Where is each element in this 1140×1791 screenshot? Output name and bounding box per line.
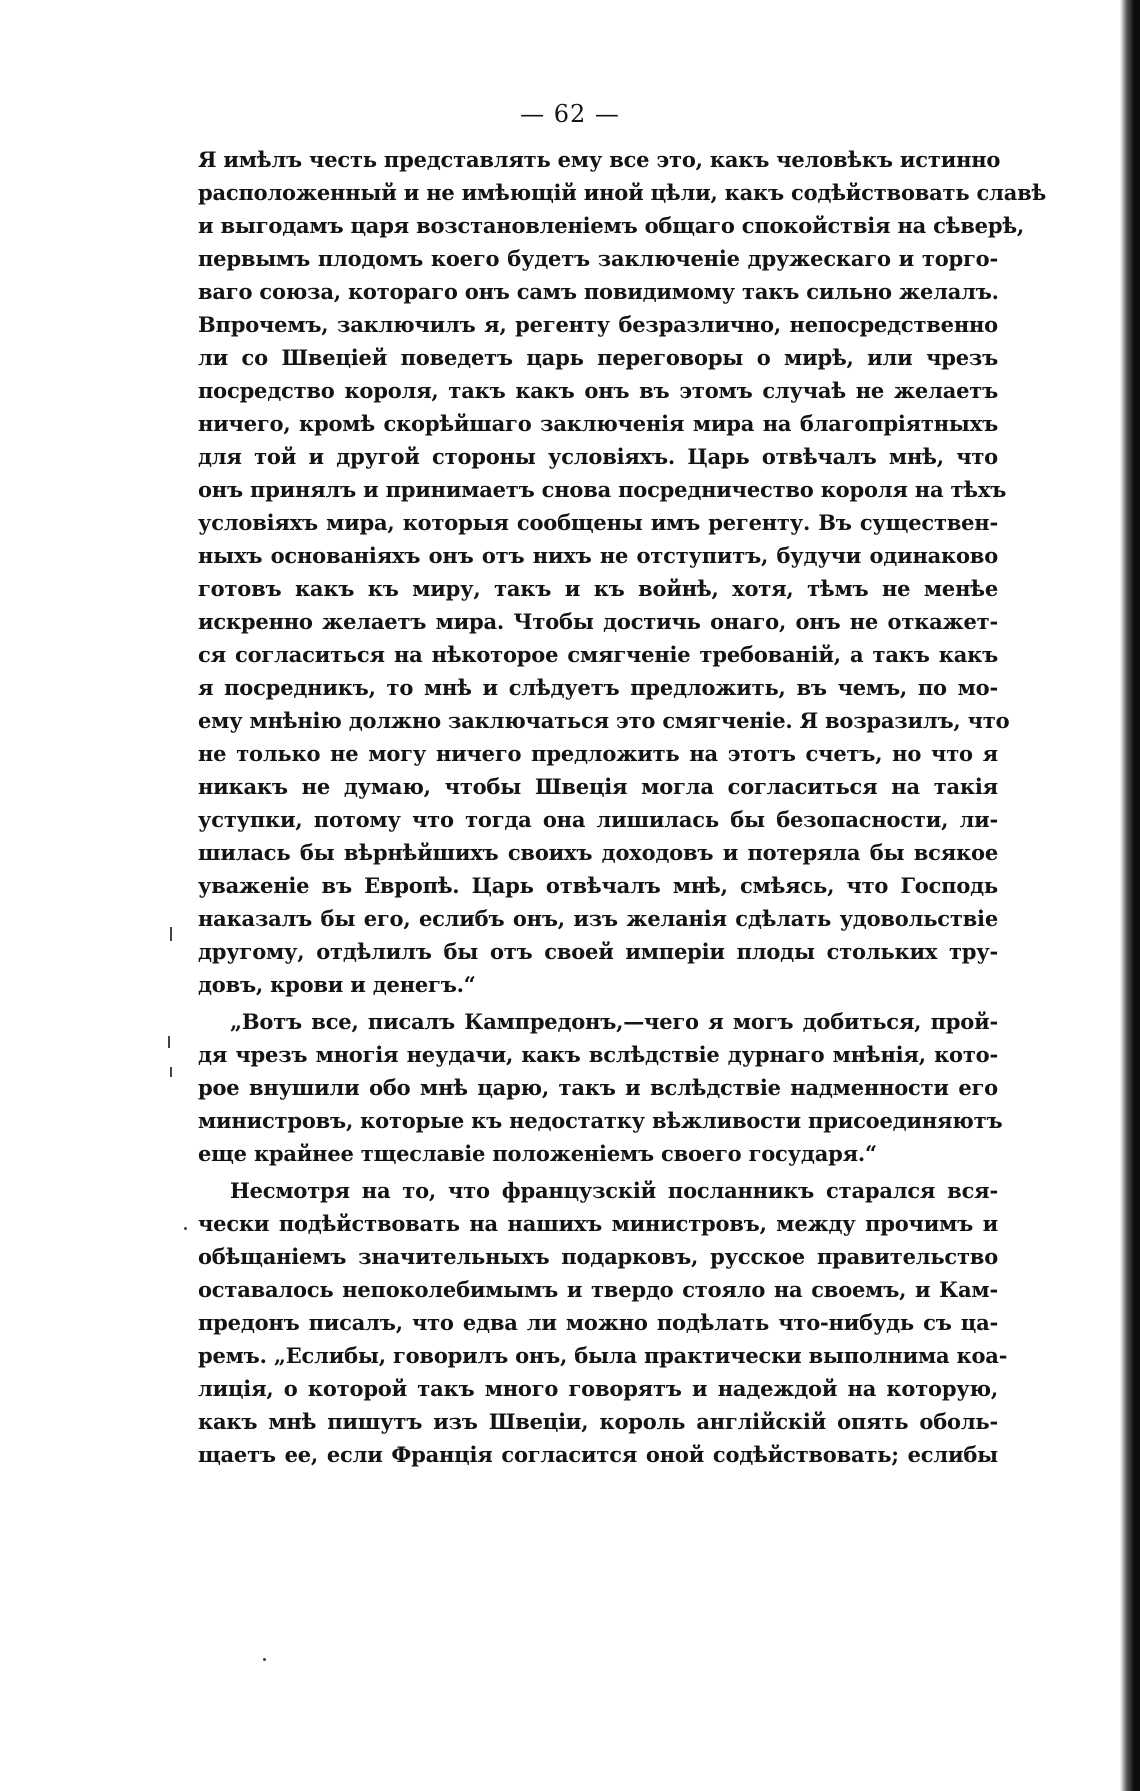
text-line: уваженіе въ Европѣ. Царь отвѣчалъ мнѣ, смѣясь, что Господь: [198, 873, 998, 898]
text-line: ничего, кромѣ скорѣйшаго заключенія мира на благопріятныхъ: [198, 411, 998, 436]
text-line: лиція, о которой такъ много говорятъ и надеждой на которую,: [198, 1376, 998, 1401]
text-line: я посредникъ, то мнѣ и слѣдуетъ предложить, въ чемъ, по мо-: [198, 675, 998, 700]
page-number: — 62 —: [520, 100, 620, 128]
text-line: наказалъ бы его, еслибъ онъ, изъ желанія сдѣлать удовольствіе: [198, 906, 998, 931]
paragraph-1: [198, 143, 1047, 1001]
text-line: готовъ какъ къ миру, такъ и къ войнѣ, хотя, тѣмъ не менѣе: [198, 576, 998, 601]
text-line: никакъ не думаю, чтобы Швеція могла согласиться на такія: [198, 774, 998, 799]
margin-speck: [170, 1067, 172, 1077]
text-line: ныхъ основаніяхъ онъ отъ нихъ не отступитъ, будучи одинаково: [198, 543, 998, 568]
paragraph-3: [198, 1174, 1008, 1471]
text-line: другому, отдѣлилъ бы отъ своей имперіи плоды стольких тру-: [198, 939, 998, 964]
text-line: первымъ плодомъ коего будетъ заключеніе дружескаго и торго-: [198, 246, 998, 271]
text-line: еще крайнее тщеславіе положеніемъ своего государя.“: [198, 1141, 877, 1166]
margin-speck: [263, 1658, 266, 1661]
text-line: шилась бы вѣрнѣйшихъ своихъ доходовъ и потеряла бы всякое: [198, 840, 998, 865]
text-line: расположенный и не имѣющій иной цѣли, какъ содѣйствовать славѣ: [198, 180, 1047, 205]
text-line: ему мнѣнію должно заключаться это смягченіе. Я возразилъ, что: [198, 708, 1010, 733]
text-line: дя чрезъ многія неудачи, какъ вслѣдствіе дурнаго мнѣнія, кото-: [198, 1042, 998, 1067]
text-line: „Вотъ все, писалъ Кампредонъ,—чего я могъ добиться, прой-: [230, 1009, 998, 1034]
text-line: не только не могу ничего предложить на этотъ счетъ, но что я: [198, 741, 998, 766]
text-line: министровъ, которые къ недостатку вѣжливости присоединяютъ: [198, 1108, 1003, 1133]
text-line: рое внушили обо мнѣ царю, такъ и вслѣдствіе надменности его: [198, 1075, 998, 1100]
text-line: Впрочемъ, заключилъ я, регенту безразлично, непосредственно: [198, 312, 998, 337]
text-line: щаетъ ее, если Франція согласится оной содѣйствовать; еслибы: [198, 1442, 998, 1467]
paragraph-2: [198, 1005, 1003, 1170]
margin-speck: [170, 927, 172, 941]
text-line: онъ принялъ и принимаетъ снова посредничество короля на тѣхъ: [198, 477, 1007, 502]
text-line: какъ мнѣ пишутъ изъ Швеціи, король англійскій опять оболь-: [198, 1409, 998, 1434]
margin-speck: [184, 1227, 187, 1230]
text-line: обѣщаніемъ значительныхъ подарковъ, русское правительство: [198, 1244, 998, 1269]
text-line: Я имѣлъ честь представлять ему все это, какъ человѣкъ истинно: [198, 147, 1001, 172]
text-line: для той и другой стороны условіяхъ. Царь отвѣчалъ мнѣ, что: [198, 444, 998, 469]
text-line: ваго союза, котораго онъ самъ повидимому такъ сильно желалъ.: [198, 279, 999, 304]
text-line: условіяхъ мира, которыя сообщены имъ регенту. Въ существен-: [198, 510, 998, 535]
text-line: посредство короля, такъ какъ онъ въ этомъ случаѣ не желаетъ: [198, 378, 998, 403]
text-line: чески подѣйствовать на нашихъ министровъ, между прочимъ и: [198, 1211, 998, 1236]
text-line: ли со Швеціей поведетъ царь переговоры о мирѣ, или чрезъ: [198, 345, 998, 370]
text-line: предонъ писалъ, что едва ли можно подѣлать что-нибудь съ ца-: [198, 1310, 998, 1335]
text-line: и выгодамъ царя возстановленіемъ общаго спокойствія на сѣверѣ,: [198, 213, 1025, 238]
text-line: Несмотря на то, что французскій посланникъ старался вся-: [230, 1178, 998, 1203]
text-body: [198, 143, 1047, 1471]
margin-speck: [168, 1036, 170, 1048]
scan-edge-shadow: [1120, 0, 1140, 1791]
text-line: ся согласиться на нѣкоторое смягченіе требованій, а такъ какъ: [198, 642, 998, 667]
text-line: искренно желаетъ мира. Чтобы достичь онаго, онъ не откажет-: [198, 609, 998, 634]
text-line: ремъ. „Еслибы, говорилъ онъ, была практически выполнима коа-: [198, 1343, 1008, 1368]
text-line: уступки, потому что тогда она лишилась бы безопасности, ли-: [198, 807, 998, 832]
text-line: довъ, крови и денегъ.“: [198, 972, 476, 997]
text-line: оставалось непоколебимымъ и твердо стояло на своемъ, и Кам-: [198, 1277, 998, 1302]
